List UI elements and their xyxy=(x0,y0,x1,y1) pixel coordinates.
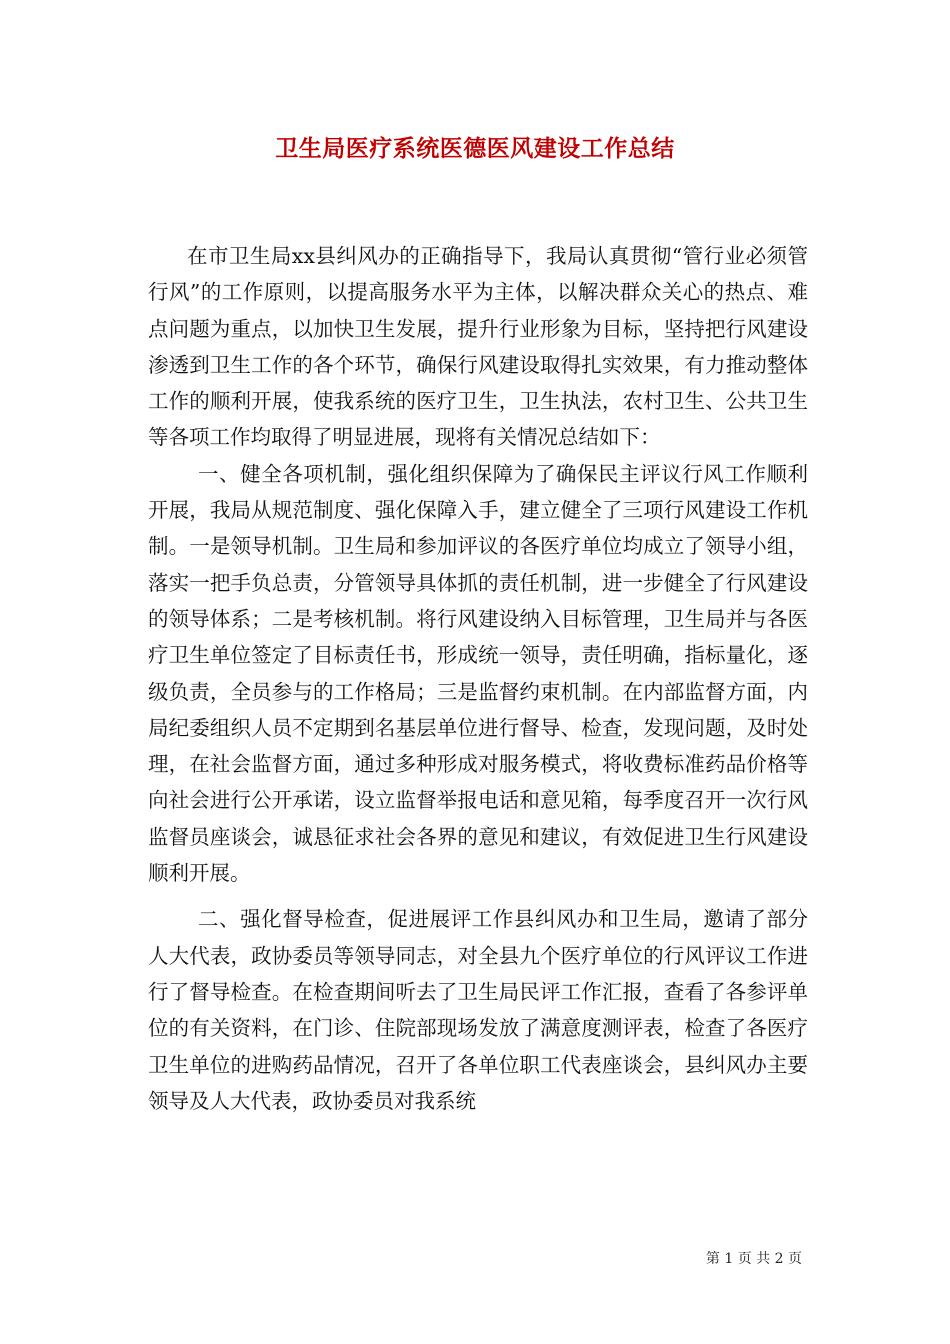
document-body xyxy=(148,238,808,1119)
paragraph-section-2: 二、强化督导检查，促进展评工作县纠风办和卫生局，邀请了部分人大代表，政协委员等领导同志，对全县九个医疗单位的行风评议工作进行了督导检查。在检查期间听去了卫生局民评工作汇报，查看了各参评单位的有关资料，在门诊、住院部现场发放了满意度测评表，检查了各医疗卫生单位的进购药品情况，召开了各单位职工代表座谈会，县纠风办主要领导及人大代表，政协委员对我系统 xyxy=(148,907,808,1113)
page-number-footer: 第 1 页 共 2 页 xyxy=(705,1251,802,1267)
paragraph-section-1: 一、健全各项机制，强化组织保障为了确保民主评议行风工作顺利开展，我局从规范制度、强化保障入手，建立健全了三项行风建设工作机制。一是领导机制。卫生局和参加评议的各医疗单位均成立了领导小组，落实一把手负总责，分管领导具体抓的责任机制，进一步健全了行风建设的领导体系；二是考核机制。将行风建设纳入目标管理，卫生局并与各医疗卫生单位签定了目标责任书，形成统一领导，责任明确，指标量化，逐级负责，全员参与的工作格局；三是监督约束机制。在内部监督方面，内局纪委组织人员不定期到名基层单位进行督导、检查，发现问题，及时处理，在社会监督方面，通过多种形成对服务模式，将收费标准药品价格等向社会进行公开承诺，设立监督举报电话和意见箱，每季度召开一次行风监督员座谈会，诚恳征求社会各界的意见和建议，有效促进卫生行风建设顺利开展。 xyxy=(148,461,808,886)
paragraph-intro: 在市卫生局xx县纠风办的正确指导下，我局认真贯彻“管行业必须管行风”的工作原则，以提高服务水平为主体，以解决群众关心的热点、难点问题为重点，以加快卫生发展，提升行业形象为目标，坚持把行风建设渗透到卫生工作的各个环节，确保行风建设取得扎实效果，有力推动整体工作的顺利开展，使我系统的医疗卫生，卫生执法，农村卫生、公共卫生等各项工作均取得了明显进展，现将有关情况总结如下： xyxy=(148,244,808,450)
document-title: 卫生局医疗系统医德医风建设工作总结 xyxy=(275,135,675,162)
